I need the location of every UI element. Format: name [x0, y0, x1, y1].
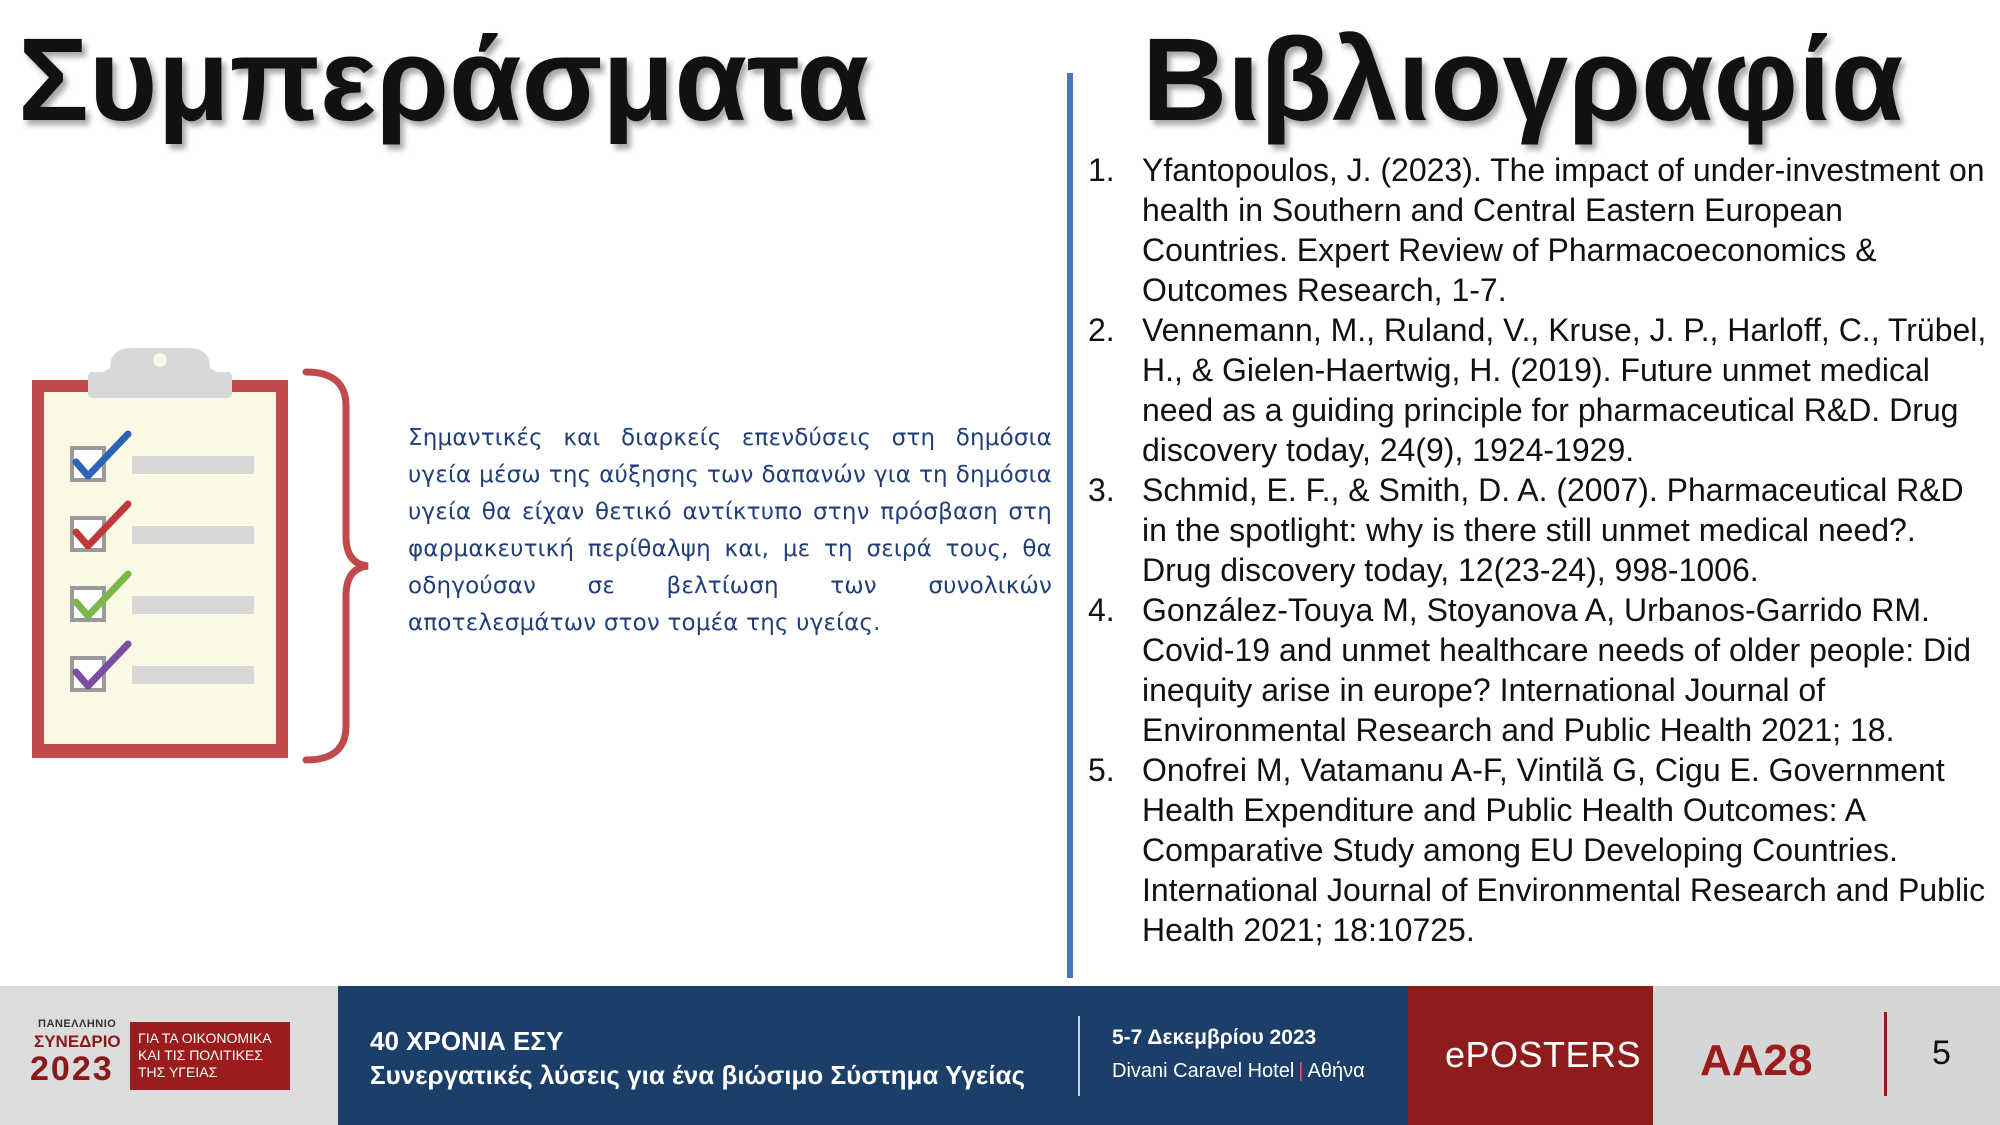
event-info	[338, 986, 1408, 1125]
logo-box	[130, 1022, 290, 1090]
reference-number: 5.	[1088, 752, 1115, 788]
conference-logo	[0, 986, 338, 1125]
checklist-line	[132, 456, 254, 474]
reference-text: Vennemann, M., Ruland, V., Kruse, J. P., Harloff, C., Trübel, H., & Gielen-Haertwig, H. (2019). Future unmet medical need as a guiding principle for pharmaceutical R&D. Drug discovery today, 24(9), 1924-1929.	[1142, 312, 1987, 468]
reference-list	[1088, 150, 1988, 950]
clipboard-checklist-icon	[20, 330, 300, 770]
reference-text: Yfantopoulos, J. (2023). The impact of under-investment on health in Southern and Central Eastern European Countries. Expert Review of Pharmacoeconomics & Outcomes Research, 1-7.	[1142, 152, 1985, 308]
logo-top-text: ΠΑΝΕΛΛΗΝΙΟ	[38, 1018, 117, 1030]
reference-item	[1088, 590, 1988, 750]
bibliography-title: Βιβλιογραφία	[1142, 14, 1904, 146]
conclusion-text: Σημαντικές και διαρκείς επενδύσεις στη δημόσια υγεία μέσω της αύξησης των δαπανών για τη δημόσια υγεία θα είχαν θετικό αντίκτυπο στην πρόσβαση στη φαρμακευτική περίθαλψη και, με τη σειρά τους, θα οδηγούσαν σε βελτίωση των συνολικών αποτελεσμάτων στον τομέα της υγείας.	[408, 425, 1052, 636]
reference-number: 4.	[1088, 592, 1115, 628]
logo-box-line: ΤΗΣ ΥΓΕΙΑΣ	[138, 1064, 218, 1080]
reference-text: Schmid, E. F., & Smith, D. A. (2007). Pharmaceutical R&D in the spotlight: why is there still unmet medical need?. Drug discovery today, 12(23-24), 998-1006.	[1142, 472, 1964, 588]
reference-item	[1088, 750, 1988, 950]
logo-year: 2023	[30, 1050, 114, 1088]
logo-box-line: ΓΙΑ ΤΑ ΟΙΚΟΝΟΜΙΚΑ	[138, 1030, 272, 1046]
event-dates: 5-7 Δεκεμβρίου 2023	[1112, 1026, 1317, 1049]
reference-item	[1088, 150, 1988, 310]
eposters-label: ePOSTERS	[1445, 1034, 1642, 1075]
event-city: Αθήνα	[1307, 1060, 1365, 1082]
poster-code: AA28	[1700, 1036, 1813, 1085]
reference-number: 3.	[1088, 472, 1115, 508]
event-venue-line: Divani Caravel Hotel | Αθήνα	[1112, 1060, 1365, 1082]
reference-text: González-Touya M, Stoyanova A, Urbanos-Garrido RM. Covid-19 and unmet healthcare needs of older people: Did inequity arise in europe? International Journal of Environmental Research and Public Health 2021; 18.	[1142, 592, 1971, 748]
reference-number: 1.	[1088, 152, 1115, 188]
reference-number: 2.	[1088, 312, 1115, 348]
conclusions-title: Συμπεράσματα	[18, 14, 869, 146]
reference-text: Onofrei M, Vatamanu A-F, Vintilă G, Cigu E. Government Health Expenditure and Public Health Outcomes: A Comparative Study among EU Developing Countries. International Journal of Environmental Research and Public Health 2021; 18:10725.	[1142, 752, 1986, 948]
column-divider	[1067, 73, 1073, 978]
event-subtitle: Συνεργατικές λύσεις για ένα βιώσιμο Σύστημα Υγείας	[370, 1060, 1025, 1090]
checklist-line	[132, 596, 254, 614]
event-venue: Divani Caravel Hotel	[1112, 1060, 1295, 1082]
checklist-line	[132, 526, 254, 544]
reference-item	[1088, 470, 1988, 590]
curly-brace	[300, 366, 370, 766]
reference-item	[1088, 310, 1988, 470]
footer-separator	[1078, 1016, 1080, 1096]
footer-vertical-separator	[1884, 1012, 1887, 1096]
footer-banner	[0, 986, 2000, 1125]
checklist-line	[132, 666, 254, 684]
event-title: 40 ΧΡΟΝΙΑ ΕΣΥ	[370, 1026, 564, 1056]
page-number: 5	[1932, 1034, 1951, 1072]
logo-mid-text: ΣΥΝΕΔΡΙΟ	[34, 1032, 121, 1051]
logo-box-line: ΚΑΙ ΤΙΣ ΠΟΛΙΤΙΚΕΣ	[138, 1047, 263, 1063]
eposters-badge	[1408, 986, 1653, 1125]
